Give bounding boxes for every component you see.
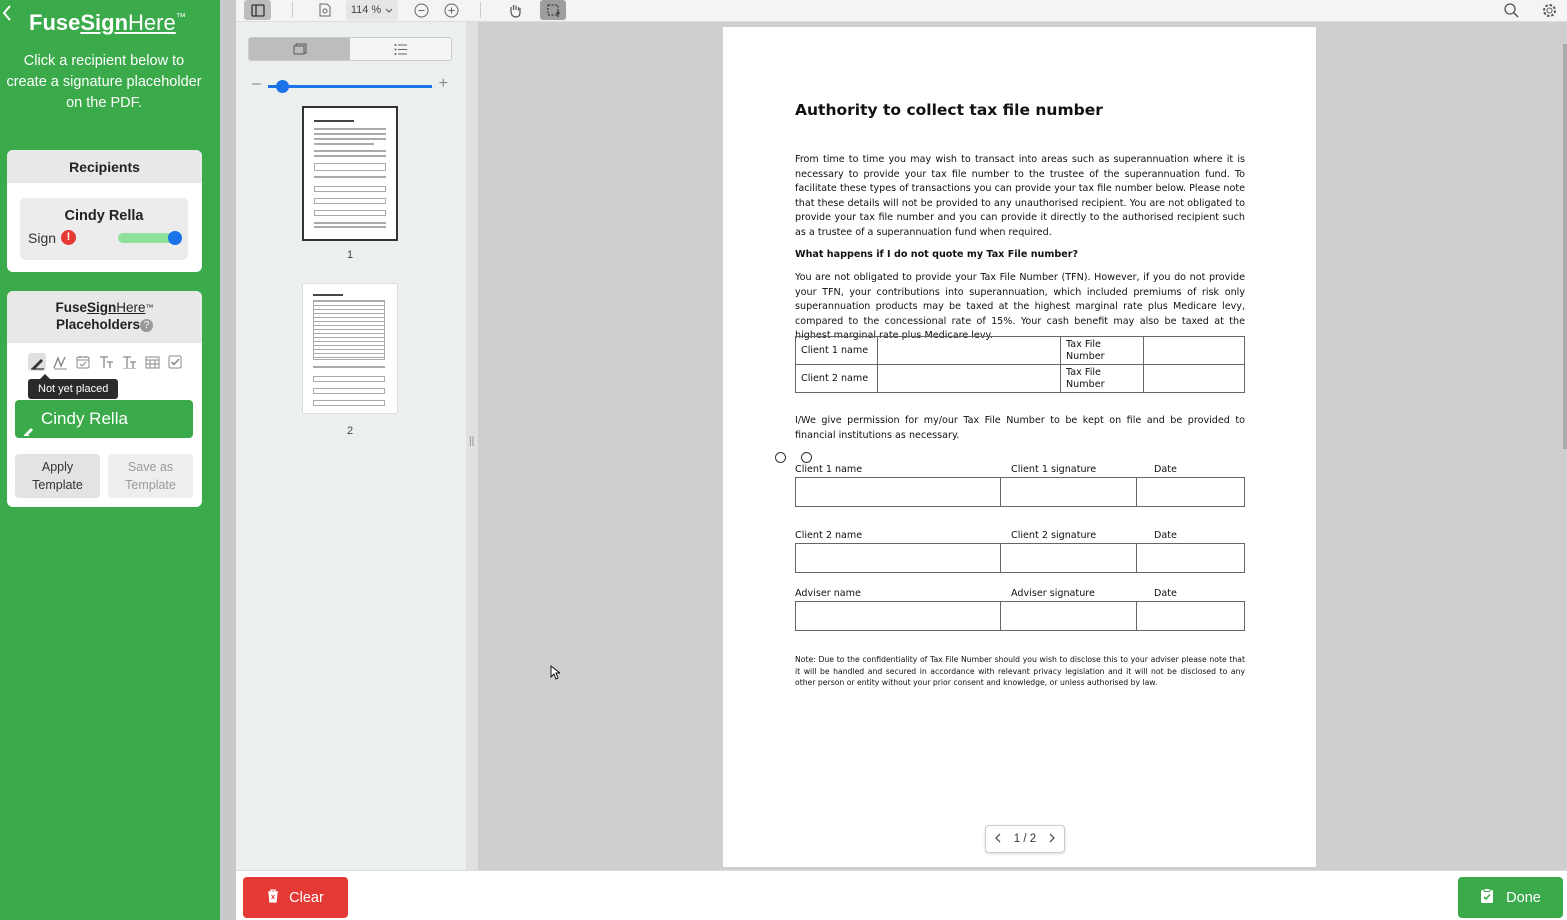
- field-label: Adviser name: [795, 588, 861, 599]
- placeholder-handle[interactable]: [775, 452, 786, 463]
- placeholder-toolbar: [28, 353, 184, 371]
- document-title: Authority to collect tax file number: [795, 101, 1103, 119]
- document-paragraph: From time to time you may wish to transact into areas such as superannuation where it is necessary to provide your tax file number to the trustee of the superannuation fund. To facilitate these types of transactions you can provide your tax file number below. Please note that these details will not be provided to any unauthorised recipient. You are not obligated to provide your tax file number and you can provide it directly to the authorised recipient such as a trustee of a superannuation fund when required.: [795, 154, 1245, 238]
- table-row: [796, 337, 1245, 365]
- table-cell: Client 1 name: [796, 337, 878, 365]
- recipient-name: Cindy Rella: [64, 208, 144, 224]
- next-page-icon[interactable]: [1049, 833, 1056, 846]
- bottom-action-bar: [236, 870, 1567, 920]
- field-label: Date: [1154, 530, 1177, 541]
- pdf-page[interactable]: [723, 27, 1316, 867]
- recipients-title: Recipients: [7, 150, 202, 183]
- thumbnail-grow-icon[interactable]: +: [438, 75, 448, 92]
- toggle-sidebar-icon[interactable]: [244, 0, 271, 20]
- zoom-out-icon[interactable]: [412, 0, 430, 20]
- zoom-select[interactable]: [346, 0, 398, 20]
- tfn-table: [795, 336, 1245, 393]
- table-cell: Tax File Number: [1061, 337, 1144, 365]
- name-text-icon[interactable]: [120, 353, 138, 371]
- trash-icon: [267, 889, 279, 907]
- placeholder-handle[interactable]: [801, 452, 812, 463]
- signature-row: [795, 543, 1245, 573]
- recipients-panel: [7, 150, 202, 272]
- page-settings-icon[interactable]: [316, 0, 334, 20]
- alert-icon: !: [61, 230, 76, 245]
- checkbox-icon[interactable]: [166, 353, 184, 371]
- sign-label: Sign: [28, 230, 57, 246]
- field-label: Client 1 signature: [1011, 464, 1097, 475]
- document-paragraph: I/We give permission for my/our Tax File Number to be kept on file and be provided to financial institutions as necessary.: [795, 415, 1245, 441]
- pan-hand-icon[interactable]: [506, 0, 524, 20]
- name-field[interactable]: [796, 602, 1001, 630]
- thumbnail-shrink-icon[interactable]: –: [252, 75, 261, 92]
- done-button[interactable]: [1458, 877, 1563, 918]
- clear-button-label: Clear: [289, 889, 324, 906]
- text-icon[interactable]: [97, 353, 115, 371]
- signature-field[interactable]: [1001, 602, 1137, 630]
- placeholder-chip-label: Cindy Rella: [41, 409, 128, 428]
- table-cell: Client 2 name: [796, 365, 878, 393]
- thumbnails-view-icon[interactable]: [249, 38, 350, 60]
- field-label: Client 2 signature: [1011, 530, 1097, 541]
- search-icon[interactable]: [1502, 0, 1520, 20]
- clipboard-check-icon: [1480, 888, 1494, 908]
- table-cell: Tax File Number: [1061, 365, 1144, 393]
- thumbnail-page-number: 1: [346, 249, 354, 261]
- field-label: Adviser signature: [1011, 588, 1095, 599]
- signature-icon[interactable]: [28, 353, 46, 371]
- gear-icon[interactable]: [1540, 0, 1558, 20]
- table-cell-input: [878, 365, 1061, 393]
- vertical-scrollbar[interactable]: [1563, 44, 1567, 449]
- back-chevron-icon[interactable]: [2, 4, 16, 26]
- sign-toggle[interactable]: [118, 233, 180, 243]
- toggle-knob: [168, 231, 182, 245]
- outline-view-icon[interactable]: [350, 38, 451, 60]
- placeholder-chip-recipient[interactable]: [15, 400, 193, 438]
- placeholders-brand: FuseSignHere™: [55, 300, 154, 315]
- save-as-template-button[interactable]: Save as Template: [108, 454, 193, 498]
- apply-template-button[interactable]: Apply Template: [15, 454, 100, 498]
- chevron-down-icon: [385, 4, 393, 16]
- not-placed-tooltip: Not yet placed: [28, 379, 118, 399]
- pen-icon: [23, 412, 35, 450]
- table-row: [796, 365, 1245, 393]
- name-field[interactable]: [796, 478, 1001, 506]
- zoom-in-icon[interactable]: [442, 0, 460, 20]
- signature-field[interactable]: [1001, 478, 1137, 506]
- signature-row: [795, 601, 1245, 631]
- table-cell-input: [1144, 337, 1245, 365]
- done-button-label: Done: [1506, 889, 1541, 906]
- fusesignhere-sidebar: [0, 0, 220, 920]
- page-indicator: 1 / 2: [1013, 833, 1037, 845]
- document-subheading: What happens if I do not quote my Tax File number?: [795, 249, 1079, 260]
- table-icon[interactable]: [143, 353, 161, 371]
- help-icon[interactable]: ?: [140, 319, 153, 332]
- field-label: Client 2 name: [795, 530, 863, 541]
- thumbnail-panel: [236, 22, 466, 870]
- signature-row: [795, 477, 1245, 507]
- brand-logo: FuseSignHere™: [29, 10, 186, 35]
- field-label: Date: [1154, 464, 1177, 475]
- mouse-cursor-icon: [550, 665, 560, 685]
- viewer-toolbar: [236, 0, 1567, 22]
- zoom-value: 114 %: [350, 4, 382, 16]
- toolbar-divider: [292, 2, 293, 18]
- prev-page-icon[interactable]: [994, 833, 1001, 846]
- recipient-card[interactable]: [20, 198, 188, 260]
- signature-field[interactable]: [1001, 544, 1137, 572]
- initials-icon[interactable]: [51, 353, 69, 371]
- table-cell-input: [1144, 365, 1245, 393]
- date-field[interactable]: [1137, 544, 1244, 572]
- slider-track: [268, 85, 432, 88]
- field-label: Date: [1154, 588, 1177, 599]
- document-paragraph: You are not obligated to provide your Tax File Number (TFN). However, if you do not provide your TFN, your contributions into superannuation, which included premiums of risk only superannuation products may be taxed at the highest marginal rate plus Medicare levy, compared to the concessional rate of 15%. Your cash benefit may also be taxed at the highest marginal rate plus Medicare levy.: [795, 272, 1245, 341]
- thumbnail-view-toggle: [248, 37, 452, 61]
- instructions-text: Click a recipient below to create a signature placeholder on the PDF.: [6, 53, 202, 111]
- date-field[interactable]: [1137, 602, 1244, 630]
- page-thumbnail[interactable]: [302, 283, 398, 414]
- placeholders-panel: [7, 291, 202, 507]
- thumbnail-size-slider[interactable]: [252, 77, 448, 97]
- table-cell-input: [878, 337, 1061, 365]
- name-field[interactable]: [796, 544, 1001, 572]
- toolbar-divider: [480, 2, 481, 18]
- page-thumbnail[interactable]: [302, 106, 398, 241]
- field-label: Client 1 name: [795, 464, 863, 475]
- document-viewer: [478, 22, 1567, 870]
- document-note: Note: Due to the confidentiality of Tax File Number should you wish to disclose this to your adviser please note that it will be handled and secured in accordance with relevant privacy legislation and it will not be disclosed to any other person or entity without your prior consent and knowledge, or unless authorised by law.: [795, 655, 1245, 688]
- area-select-icon[interactable]: [540, 0, 566, 20]
- date-icon[interactable]: [74, 353, 92, 371]
- date-field[interactable]: [1137, 478, 1244, 506]
- thumbnail-page-number: 2: [346, 425, 354, 437]
- slider-handle[interactable]: [276, 80, 289, 93]
- placeholders-header: [7, 291, 202, 343]
- resize-grip-icon: ||: [469, 436, 475, 447]
- clear-button[interactable]: [243, 877, 348, 918]
- page-navigator: [985, 825, 1065, 853]
- placeholders-title: Placeholders: [55, 317, 141, 332]
- panel-resizer[interactable]: [466, 22, 478, 870]
